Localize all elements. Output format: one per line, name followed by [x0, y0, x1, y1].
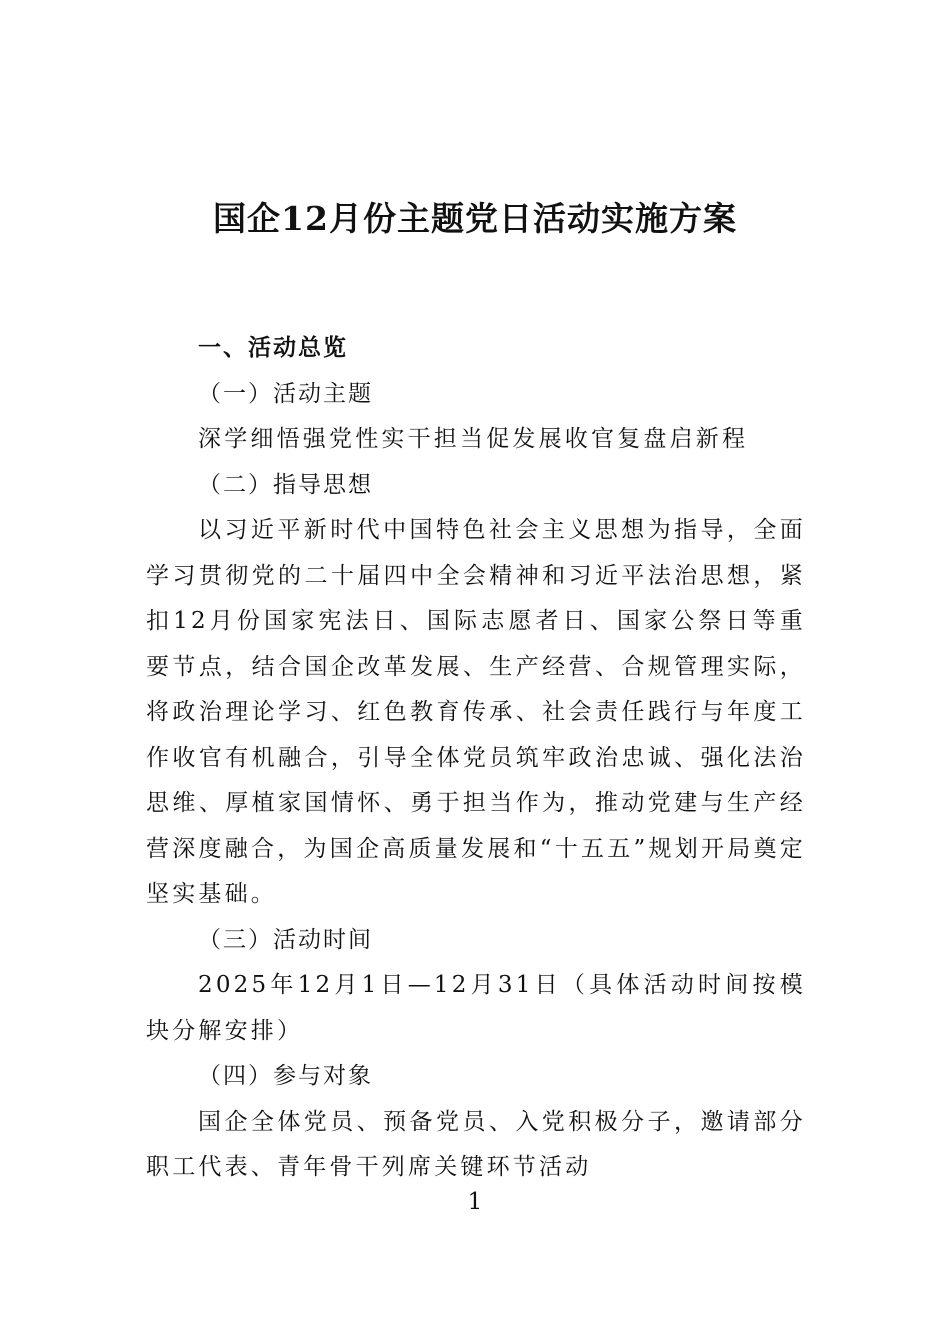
subsection-heading-theme: （一）活动主题: [198, 380, 373, 407]
document-body: [146, 326, 806, 1191]
document-title: 国企12月份主题党日活动实施方案: [213, 199, 737, 238]
page-number: 1: [467, 1189, 483, 1215]
subsection-heading-guiding-thought: （二）指导思想: [198, 471, 373, 498]
subsection-heading-activity-time: （三）活动时间: [198, 926, 373, 953]
subsection-heading-participants: （四）参与对象: [198, 1063, 373, 1089]
section-heading-overview: 一、活动总览: [198, 335, 348, 361]
paragraph-theme: 深学细悟强党性实干担当促发展收官复盘启新程: [198, 426, 749, 452]
paragraph-activity-time: 2025年12月1日—12月31日（具体活动时间按模块分解安排）: [146, 972, 806, 1044]
paragraph-guiding-thought: 以习近平新时代中国特色社会主义思想为指导，全面学习贯彻党的二十届四中全会精神和习近平法治思想，紧扣12月份国家宪法日、国际志愿者日、国家公祭日等重要节点，结合国企改革发展、生产经营、合规管理实际，将政治理论学习、红色教育传承、社会责任践行与年度工作收官有机融合，引导全体党员筑牢政治忠诚、强化法治思维、厚植家国情怀、勇于担当作为，推动党建与生产经营深度融合，为国企高质量发展和“十五五”规划开局奠定坚实基础。: [146, 517, 806, 907]
paragraph-participants: 国企全体党员、预备党员、入党积极分子，邀请部分职工代表、青年骨干列席关键环节活动: [146, 1108, 806, 1180]
